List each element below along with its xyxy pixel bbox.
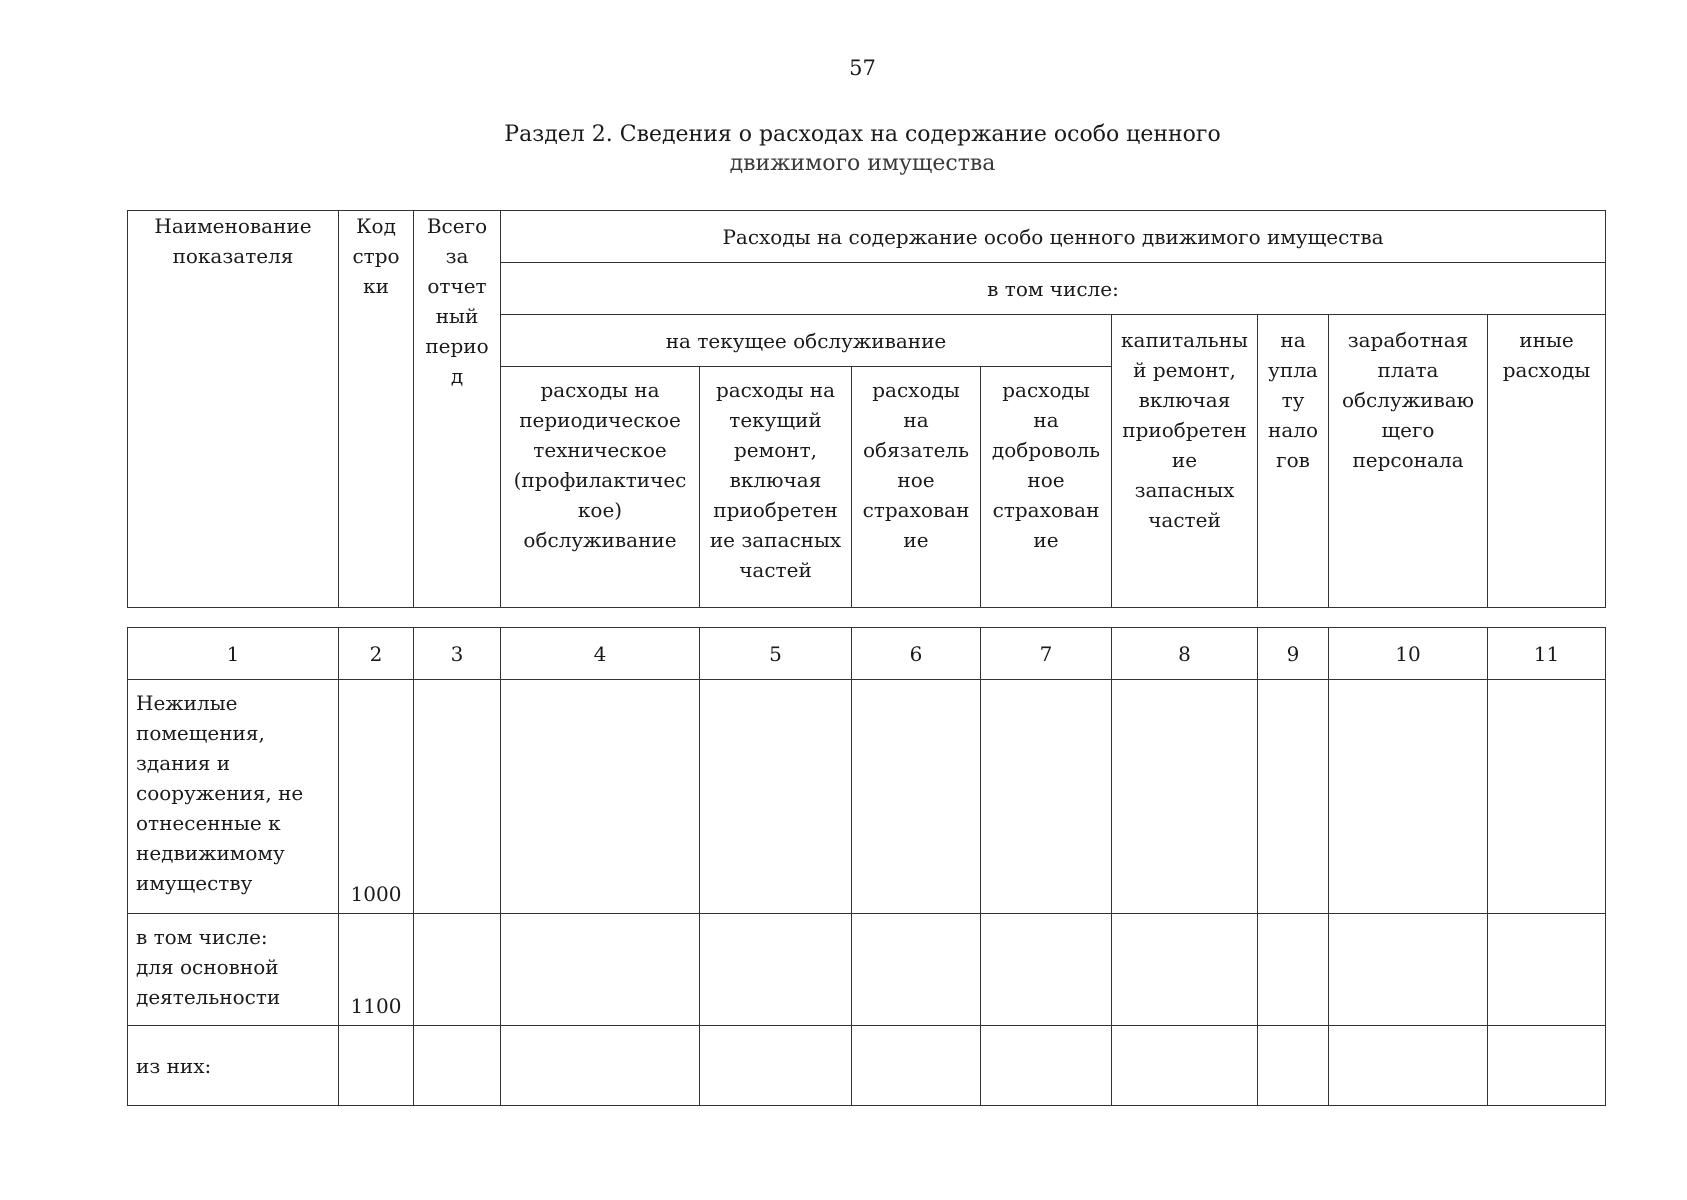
table-row bbox=[128, 1026, 1606, 1106]
table-cell[interactable] bbox=[981, 1026, 1112, 1106]
column-number: 6 bbox=[852, 628, 981, 680]
table-cell[interactable] bbox=[1488, 1026, 1606, 1106]
col-total-header: Всего за отчет ный перио д bbox=[414, 211, 501, 608]
table-cell[interactable] bbox=[1112, 1026, 1258, 1106]
table-cell[interactable] bbox=[700, 1026, 852, 1106]
col9-header: на упла ту нало гов bbox=[1258, 315, 1329, 608]
col-code-header: Код стро ки bbox=[339, 211, 414, 608]
table-cell[interactable] bbox=[1329, 914, 1488, 1026]
table-cell[interactable] bbox=[700, 680, 852, 914]
row-name: из них: bbox=[128, 1026, 339, 1106]
column-number: 9 bbox=[1258, 628, 1329, 680]
col-name-header: Наименование показателя bbox=[128, 211, 339, 608]
section-title-line1: Раздел 2. Сведения о расходах на содержание особо ценного bbox=[504, 122, 1221, 147]
col4-header: расходы на периодическое техническое (профилактичес кое) обслуживание bbox=[501, 367, 700, 608]
table-cell[interactable] bbox=[981, 914, 1112, 1026]
table-cell[interactable] bbox=[1329, 680, 1488, 914]
section-title-line2: движимого имущества bbox=[729, 151, 996, 176]
col5-header: расходы на текущий ремонт, включая приобретен ие запасных частей bbox=[700, 367, 852, 608]
row-name: в том числе: для основной деятельности bbox=[128, 914, 339, 1026]
column-number: 1 bbox=[128, 628, 339, 680]
table-cell[interactable] bbox=[501, 1026, 700, 1106]
col10-header: заработная плата обслуживаю щего персонала bbox=[1329, 315, 1488, 608]
table-cell[interactable] bbox=[1112, 914, 1258, 1026]
table-cell[interactable] bbox=[1488, 680, 1606, 914]
section-title bbox=[0, 120, 1687, 178]
column-number: 3 bbox=[414, 628, 501, 680]
including-header: в том числе: bbox=[501, 263, 1606, 315]
column-number: 11 bbox=[1488, 628, 1606, 680]
table-cell[interactable] bbox=[1258, 1026, 1329, 1106]
table-cell[interactable] bbox=[414, 680, 501, 914]
table-cell[interactable] bbox=[414, 914, 501, 1026]
column-number: 4 bbox=[501, 628, 700, 680]
expenses-group-header: Расходы на содержание особо ценного движимого имущества bbox=[501, 211, 1606, 263]
table-cell[interactable] bbox=[1329, 1026, 1488, 1106]
current-service-header: на текущее обслуживание bbox=[501, 315, 1112, 367]
row-code: 1000 bbox=[339, 680, 414, 914]
table-cell[interactable] bbox=[852, 1026, 981, 1106]
column-numbers-row bbox=[128, 628, 1606, 680]
col8-header: капитальны й ремонт, включая приобретен ие запасных частей bbox=[1112, 315, 1258, 608]
column-number: 8 bbox=[1112, 628, 1258, 680]
header-table bbox=[127, 210, 1606, 608]
column-number: 7 bbox=[981, 628, 1112, 680]
table-row bbox=[128, 914, 1606, 1026]
table-cell[interactable] bbox=[1112, 680, 1258, 914]
row-code: 1100 bbox=[339, 914, 414, 1026]
col11-header: иные расходы bbox=[1488, 315, 1606, 608]
row-code bbox=[339, 1026, 414, 1106]
table-cell[interactable] bbox=[981, 680, 1112, 914]
table-cell[interactable] bbox=[700, 914, 852, 1026]
table-cell[interactable] bbox=[414, 1026, 501, 1106]
page-number: 57 bbox=[849, 56, 876, 80]
table-cell[interactable] bbox=[501, 680, 700, 914]
table-row bbox=[128, 680, 1606, 914]
table-cell[interactable] bbox=[1488, 914, 1606, 1026]
row-name: Нежилые помещения, здания и сооружения, не отнесенные к недвижимому имуществу bbox=[128, 680, 339, 914]
data-table bbox=[127, 627, 1606, 1106]
table-cell[interactable] bbox=[852, 680, 981, 914]
table-cell[interactable] bbox=[1258, 914, 1329, 1026]
table-cell[interactable] bbox=[501, 914, 700, 1026]
column-number: 10 bbox=[1329, 628, 1488, 680]
table-cell[interactable] bbox=[1258, 680, 1329, 914]
column-number: 2 bbox=[339, 628, 414, 680]
column-number: 5 bbox=[700, 628, 852, 680]
table-cell[interactable] bbox=[852, 914, 981, 1026]
col7-header: расходы на доброволь ное страхован ие bbox=[981, 367, 1112, 608]
col6-header: расходы на обязатель ное страхован ие bbox=[852, 367, 981, 608]
